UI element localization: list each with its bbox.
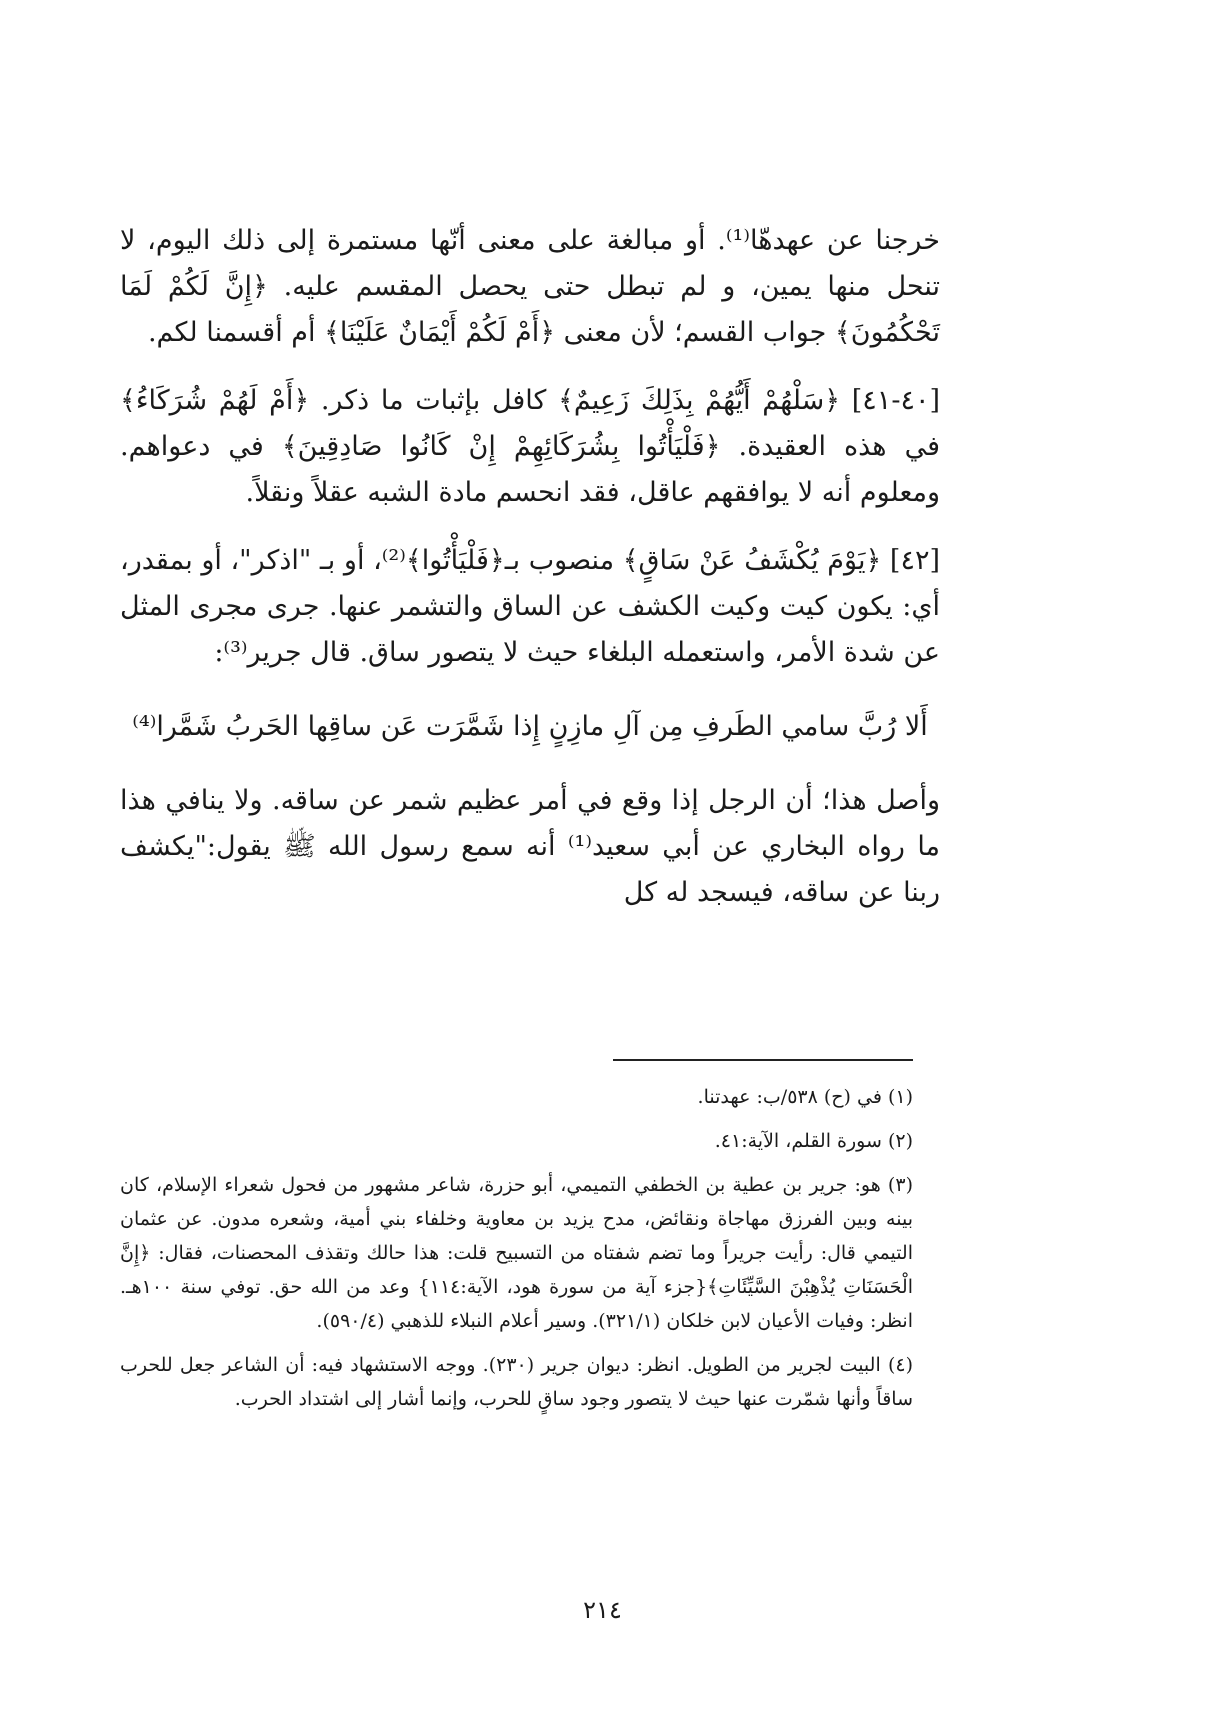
footnotes [120,1080,913,1416]
main-text [120,218,940,978]
paragraph-3: [٤٢] ﴿يَوْمَ يُكْشَفُ عَنْ سَاقٍ﴾ منصوب بـ﴿فَلْيَأْتُوا﴾⁽²⁾، أو بـ "اذكر"، أو بمقدر، أي: يكون كيت وكيت الكشف عن الساق والتشمر عنها. جرى مجرى المثل عن شدة الأمر، واستعمله البلغاء حيث لا يتصور ساق. قال جرير⁽³⁾: [120,545,940,668]
footnote-3: (٣) هو: جرير بن عطية بن الخطفي التميمي، أبو حزرة، شاعر مشهور من فحول شعراء الإسلام، كان بينه وبين الفرزق مهاجاة ونقائض، مدح يزيد بن معاوية وخلفاء بني أمية، وشعره مدون. عن عثمان التيمي قال: رأيت جريراً وما تضم شفتاه من التسبيح قلت: هذا حالك وتقذف المحصنات، فقال: ﴿إِنَّ الْحَسَنَاتِ يُذْهِبْنَ السَّيِّئَاتِ﴾{جزء آية من سورة هود، الآية:١١٤} وعد من الله حق. توفي سنة ١٠٠هـ. انظر: وفيات الأعيان لابن خلكان (٣٢١/١). وسير أعلام النبلاء للذهبي (٥٩٠/٤). [120,1174,913,1332]
footnote-1: (١) في (ح) ٥٣٨/ب: عهدتنا. [697,1086,913,1108]
paragraph-1: خرجنا عن عهدهّا⁽¹⁾. أو مبالغة على معنى أنّها مستمرة إلى ذلك اليوم، لا تنحل منها يمين، و لم تبطل حتى يحصل المقسم عليه. ﴿إِنَّ لَكُمْ لَمَا تَحْكُمُونَ﴾ جواب القسم؛ لأن معنى ﴿أَمْ لَكُمْ أَيْمَانٌ عَلَيْنَا﴾ أم أقسمنا لكم. [120,225,940,348]
footnote-separator [613,1059,913,1061]
paragraph-2: [٤٠-٤١] ﴿سَلْهُمْ أَيُّهُمْ بِذَلِكَ زَعِيمٌ﴾ كافل بإثبات ما ذكر. ﴿أَمْ لَهُمْ شُرَكَاءُ﴾ في هذه العقيدة. ﴿فَلْيَأْتُوا بِشُرَكَائِهِمْ إِنْ كَانُوا صَادِقِينَ﴾ في دعواهم. ومعلوم أنه لا يوافقهم عاقل، فقد انحسم مادة الشبه عقلاً ونقلاً. [120,385,940,508]
footnote-4: (٤) البيت لجرير من الطويل. انظر: ديوان جرير (٢٣٠). ووجه الاستشهاد فيه: أن الشاعر جعل للحرب ساقاً وأنها شمّرت عنها حيث لا يتصور وجود ساقٍ للحرب، وإنما أشار إلى اشتداد الحرب. [120,1354,913,1410]
paragraph-4: وأصل هذا؛ أن الرجل إذا وقع في أمر عظيم شمر عن ساقه. ولا ينافي هذا ما رواه البخاري عن أبي سعيد⁽¹⁾ أنه سمع رسول الله ﷺ يقول:"يكشف ربنا عن ساقه، فيسجد له كل [120,785,941,908]
footnote-2: (٢) سورة القلم، الآية:٤١. [714,1130,913,1152]
poem-verse: أَلا رُبَّ سامي الطَرفِ مِن آلِ مازِنٍ إِذا شَمَّرَت عَن ساقِها الحَربُ شَمَّرا⁽⁴⁾ [132,711,928,742]
page-number: ٢١٤ [583,1596,622,1624]
